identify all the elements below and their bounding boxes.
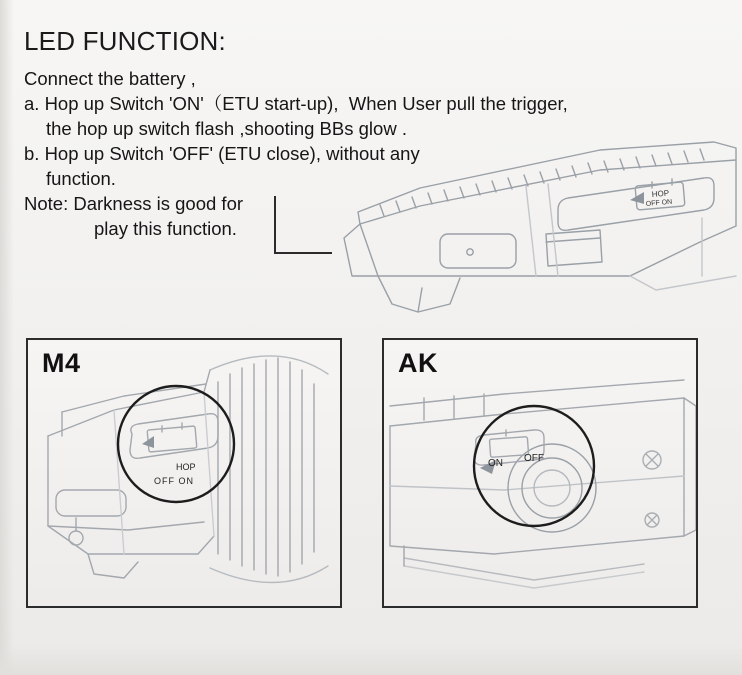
instruction-line: Note: Darkness is good for [24,193,244,214]
instruction-line: a. Hop up Switch 'ON'（ETU start-up), When User pull the trigger, [24,93,568,114]
instruction-line: the hop up switch flash ,shooting BBs glow . [46,118,407,139]
panel-m4 [26,338,342,608]
instruction-line: b. Hop up Switch 'OFF' (ETU close), without any [24,143,420,164]
instruction-line: play this function. [94,218,237,239]
panel-ak [382,338,698,608]
page-title: LED FUNCTION: [24,26,226,56]
instruction-line: function. [46,168,116,189]
top-illustration [300,126,740,316]
ak-hop-up-switch-detail [384,340,696,606]
hop-switch-label-top: HOP [651,188,670,199]
panel-label-ak: AK [398,348,438,378]
callout-off: OFF [524,453,544,464]
instruction-line: Connect the battery , [24,68,196,89]
callout-off-on: OFF ON [154,476,194,486]
panel-label-m4: M4 [42,348,81,378]
m4-hop-up-switch-detail [28,340,340,606]
callout-on: ON [488,458,503,469]
hop-switch-label-bottom: OFF ON [645,198,673,208]
callout-hop: HOP [176,462,196,472]
rifle-receiver-line-drawing [300,126,740,316]
